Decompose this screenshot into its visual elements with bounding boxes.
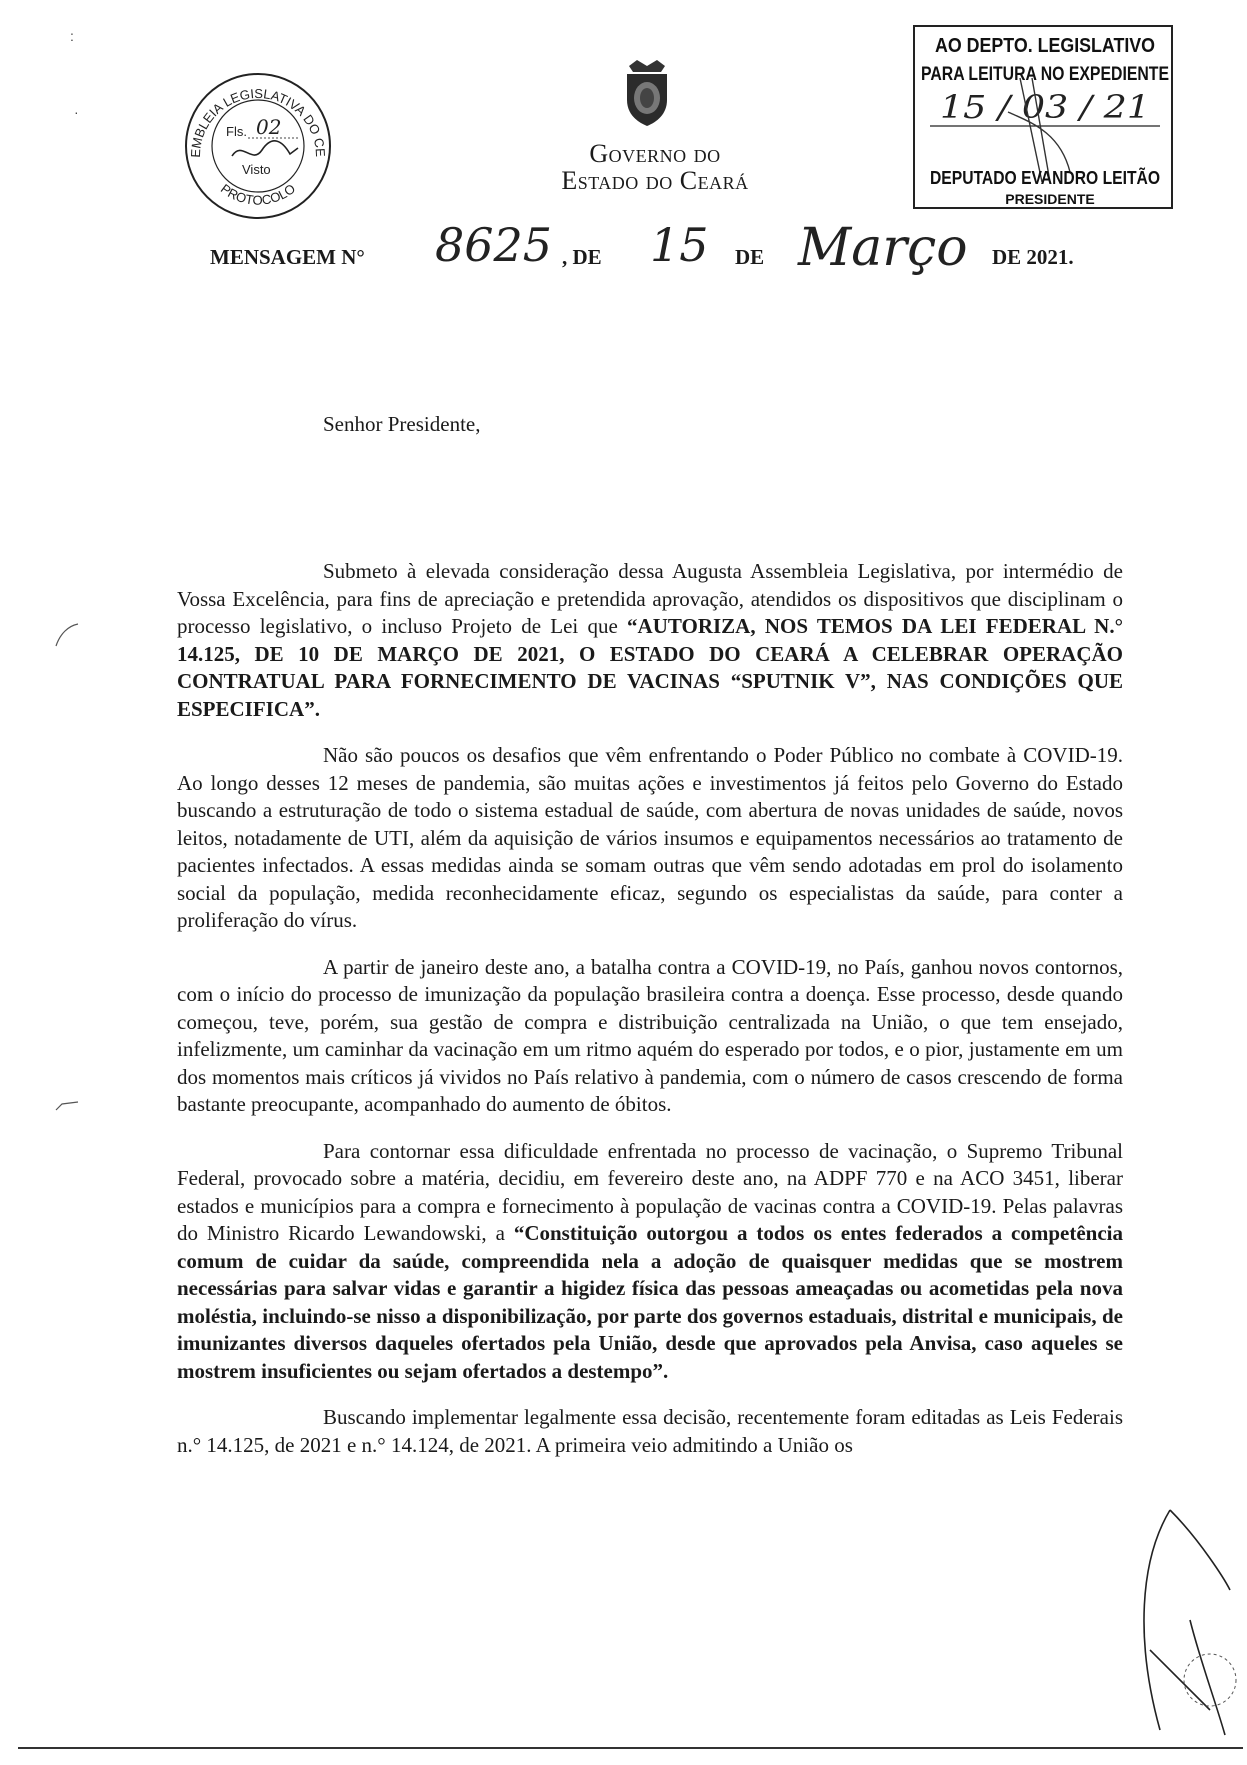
fls-value: 02: [256, 115, 282, 139]
message-month: Março: [798, 218, 968, 278]
message-day: 15: [650, 218, 709, 272]
salutation: Senhor Presidente,: [323, 412, 481, 436]
paragraph-4: [177, 1138, 1123, 1386]
margin-signature: [1130, 1500, 1240, 1740]
letter-body: [177, 558, 1123, 1478]
paragraph-1: [177, 558, 1123, 723]
paragraph-5: Buscando implementar legalmente essa decisão, recentemente foram editadas as Leis Federais n.° 14.125, de 2021 e n.° 14.124, de 2021. A primeira veio admitindo a União os: [177, 1405, 1123, 1457]
message-number: 8625: [435, 218, 553, 272]
dispatch-stamp: [910, 22, 1195, 214]
message-year: DE 2021.: [992, 245, 1074, 269]
protocol-stamp-outer-text: EMBLEIA LEGISLATIVA DO CE: [187, 85, 329, 158]
government-header: [545, 140, 765, 194]
fls-label: Fls.: [226, 124, 247, 139]
government-line-1: Governo do: [589, 139, 721, 168]
government-line-2: Estado do Ceará: [561, 166, 749, 195]
visto-signature: [232, 141, 298, 156]
dispatch-line-2: PARA LEITURA NO EXPEDIENTE: [921, 64, 1169, 85]
protocol-stamp: [182, 70, 334, 222]
paragraph-2: Não são poucos os desafios que vêm enfrentando o Poder Público no combate à COVID-19. Ao longo desses 12 meses de pandemia, são muitas ações e investimentos já feitos pelo Governo do Estado buscando a estruturação de todo o sistema estadual de saúde, com abertura de novas unidades de saúde, novos leitos, notadamente de UTI, além da aquisição de vários insumos e equipamentos necessários ao tratamento de pacientes infectados. A essas medidas ainda se somam outras que vêm sendo adotadas em prol do isolamento social da população, medida reconhecidamente eficaz, segundo os especialistas da saúde, para conter a proliferação do vírus.: [177, 743, 1123, 932]
dispatch-line-1: AO DEPTO. LEGISLATIVO: [935, 35, 1155, 57]
dispatch-line-4: PRESIDENTE: [1005, 191, 1095, 207]
margin-mark: [52, 1090, 82, 1120]
dispatch-date: 15 / 03 / 21: [940, 88, 1150, 126]
paragraph-1-text: Submeto à elevada consideração dessa Augusta Assembleia Legislativa, por intermédio de Vossa Excelência, para fins de apreciação e pretendida aprovação, atendidos os dispositivos que disciplinam o processo legislativo, o incluso Projeto de Lei que: [177, 559, 1123, 638]
protocol-stamp-bottom-text: PROTOCOLO: [217, 180, 299, 208]
margin-mark: [52, 620, 82, 650]
margin-mark: ·: [74, 104, 79, 120]
margin-mark: :: [70, 28, 74, 44]
paragraph-4-text: Para contornar essa dificuldade enfrentada no processo de vacinação, o Supremo Tribunal Federal, provocado sobre a matéria, decidiu, em fevereiro deste ano, na ADPF 770 e na ACO 3451, liberar estados e municípios para a compra e fornecimento à população de vacinas contra a COVID-19. Pelas palavras do Ministro Ricardo Lewandowski, a: [177, 1138, 1123, 1245]
visto-label: Visto: [242, 162, 271, 177]
dispatch-line-3: DEPUTADO EVANDRO LEITÃO: [930, 168, 1195, 188]
paragraph-3: A partir de janeiro deste ano, a batalha contra a COVID-19, no País, ganhou novos contornos, com o início do processo de imunização da população brasileira contra a doença. Esse processo, desde quando começou, teve, porém, sua gestão de compra e distribuição centralizada na União, o que tem ensejado, infelizmente, um caminhar da vacinação em um ritmo aquém do esperado por todos, e o pior, justamente em um dos momentos mais críticos já vividos no País relativo à pandemia, com o número de casos crescendo de forma bastante preocupante, acompanhado do aumento de óbitos.: [177, 954, 1123, 1116]
bottom-rule: [18, 1747, 1243, 1749]
message-de-1: , DE: [562, 245, 602, 269]
message-de-2: DE: [735, 245, 765, 269]
message-label: MENSAGEM N°: [210, 245, 365, 269]
message-line: [210, 218, 1110, 288]
coat-of-arms-icon: [617, 58, 677, 128]
quoted-decision: “Constituição outorgou a todos os entes federados a competência comum de cuidar da saúde, compreendida nela a adoção de quaisquer medidas que se mostrem necessárias para salvar vidas e garantir a higidez física das pessoas ameaçadas ou acometidas pela nova moléstia, incluindo-se nisso a disponibilização, por parte dos governos estaduais, distrital e municipais, de imunizantes diversos daqueles ofertados pela União, desde que aprovados pela Anvisa, caso aqueles se mostrem insuficientes ou sejam ofertados a destempo”.: [177, 1221, 1123, 1383]
bill-title: “AUTORIZA, NOS TEMOS DA LEI FEDERAL N.° 14.125, DE 10 DE MARÇO DE 2021, O ESTADO DO CEARÁ A CELEBRAR OPERAÇÃO CONTRATUAL PARA FORNECIMENTO DE VACINAS “SPUTNIK V”, NAS CONDIÇÕES QUE ESPECIFICA”.: [177, 614, 1123, 721]
